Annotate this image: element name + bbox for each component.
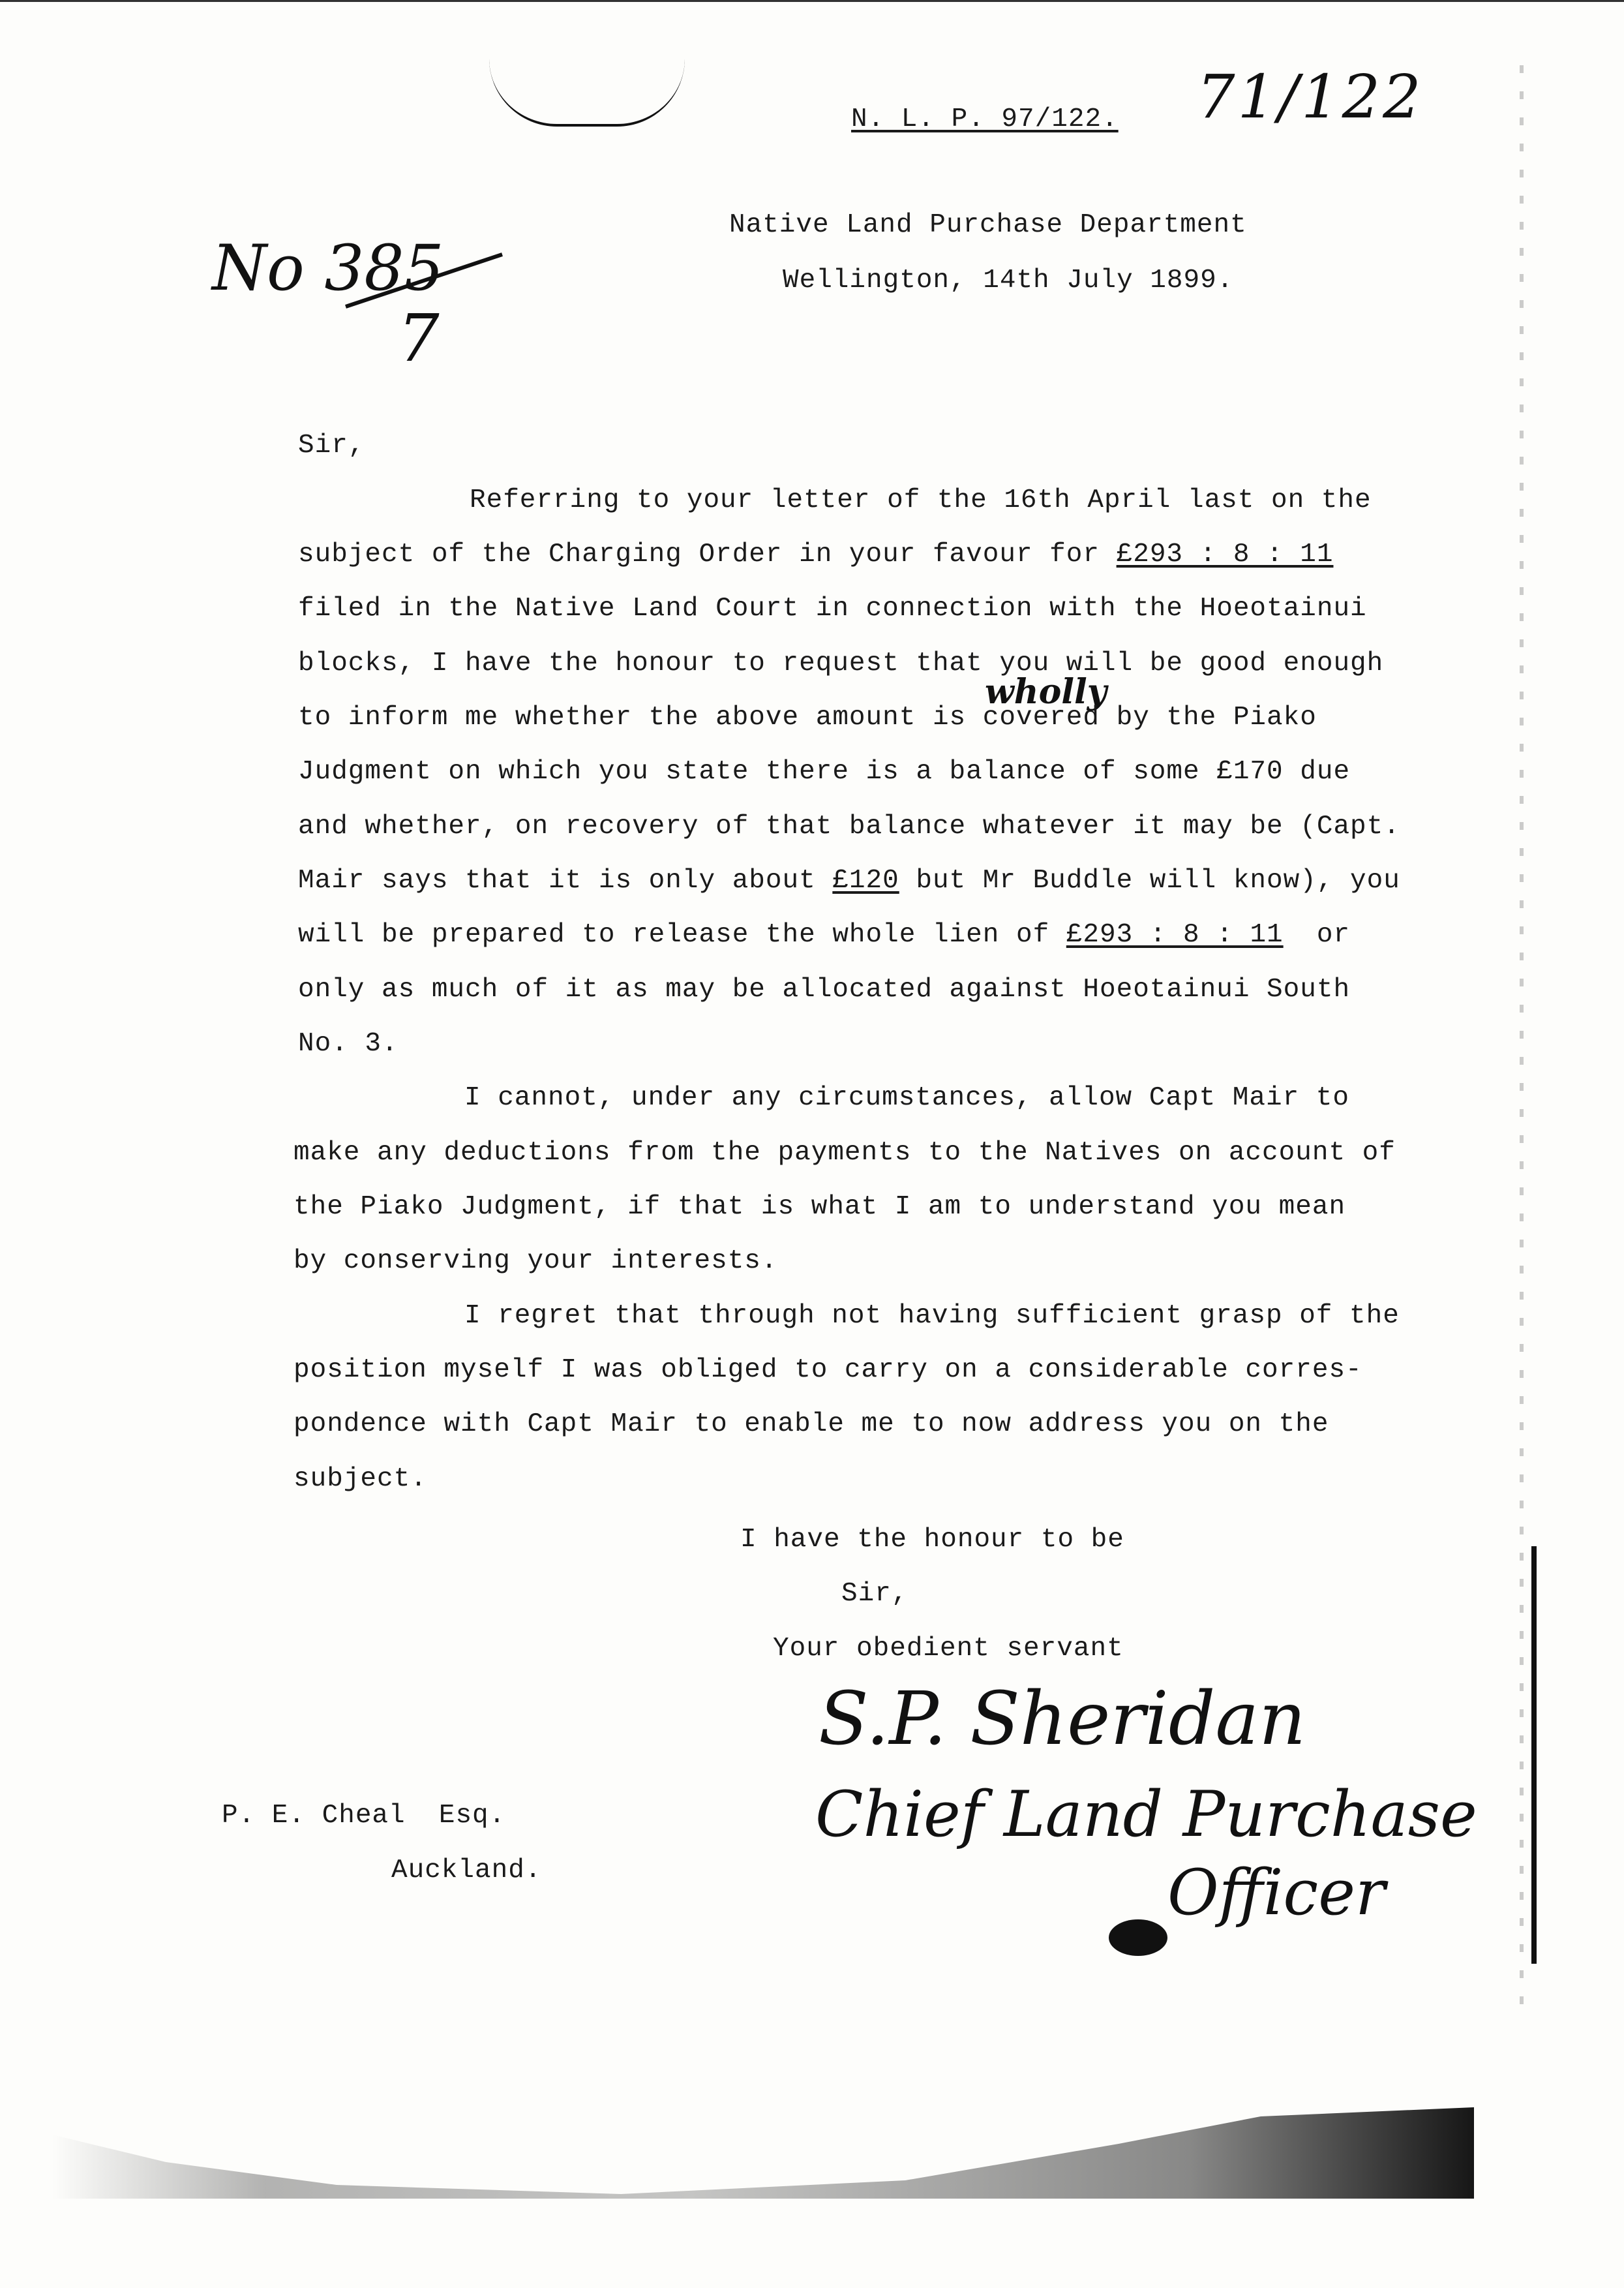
p2-line-3: the Piako Judgment, if that is what I am to understand you mean: [293, 1192, 1346, 1222]
p1-line-4: blocks, I have the honour to request that you will be good enough: [298, 648, 1384, 679]
scan-bottom-smudge: [52, 2107, 1474, 2199]
reference-number: N. L. P. 97/122.: [851, 104, 1119, 134]
p1-line-1: Referring to your letter of the 16th April last on the: [470, 485, 1372, 515]
signature-name: S.P. Sheridan: [819, 1677, 1306, 1762]
scan-right-bar: [1531, 1546, 1537, 1964]
lien-amount: £293 : 8 : 11: [1066, 920, 1284, 950]
closing-line-3: Your obedient servant: [773, 1634, 1124, 1664]
p2-line-4: by conserving your interests.: [293, 1246, 778, 1276]
p1-line-8: [298, 864, 1400, 897]
p1-line-8-tail: but Mr Buddle will know), you: [899, 866, 1400, 896]
p1-line-9: [298, 919, 1350, 951]
p1-line-9-tail: or: [1283, 920, 1351, 950]
p1-line-8-text: Mair says that it is only about: [298, 866, 833, 896]
department-name: Native Land Purchase Department: [729, 210, 1247, 240]
mair-amount: £120: [832, 866, 899, 896]
closing-line-2: Sir,: [841, 1579, 909, 1609]
p1-line-10: only as much of it as may be allocated against Hoeotainui South: [298, 975, 1351, 1005]
addressee-place: Auckland.: [391, 1855, 542, 1885]
handwritten-insert: wholly: [985, 672, 1107, 712]
p2-line-1: I cannot, under any circumstances, allow Capt Mair to: [464, 1083, 1350, 1113]
signature-title-line-1: Chief Land Purchase: [815, 1778, 1477, 1851]
handwritten-subnumber: 7: [398, 300, 440, 376]
p2-line-2: make any deductions from the payments to the Natives on account of: [293, 1138, 1396, 1168]
handwritten-number: No 385: [212, 232, 444, 305]
salutation: Sir,: [298, 431, 365, 461]
scan-top-edge: [0, 0, 1624, 2]
p3-line-4: subject.: [293, 1464, 427, 1494]
p1-line-5: to inform me whether the above amount is covered by the Piako: [298, 703, 1317, 733]
p1-line-2-text: subject of the Charging Order in your favour for: [298, 540, 1117, 570]
p1-line-6: Judgment on which you state there is a balance of some £170 due: [298, 757, 1351, 787]
ink-blot: [1102, 1912, 1174, 1964]
p1-line-9-text: will be prepared to release the whole lien of: [298, 920, 1066, 950]
scan-right-edge: [1520, 65, 1524, 2022]
addressee-name: P. E. Cheal Esq.: [222, 1801, 506, 1831]
charging-order-amount: £293 : 8 : 11: [1116, 540, 1334, 570]
p1-line-3: filed in the Native Land Court in connection with the Hoeotainui: [298, 594, 1367, 624]
p3-line-2: position myself I was obliged to carry on a considerable corres-: [293, 1355, 1362, 1385]
p1-line-2: [298, 538, 1333, 571]
stamp-oval: [489, 59, 685, 127]
handwritten-reference: 71/122: [1197, 62, 1424, 132]
p1-line-11: No. 3.: [298, 1029, 398, 1059]
closing-line-1: I have the honour to be: [740, 1525, 1124, 1555]
p1-line-7: and whether, on recovery of that balance whatever it may be (Capt.: [298, 812, 1400, 842]
p3-line-1: I regret that through not having sufficient grasp of the: [464, 1301, 1400, 1331]
p3-line-3: pondence with Capt Mair to enable me to now address you on the: [293, 1409, 1329, 1439]
place-date: Wellington, 14th July 1899.: [783, 266, 1234, 296]
signature-title-line-2: Officer: [1167, 1856, 1385, 1929]
